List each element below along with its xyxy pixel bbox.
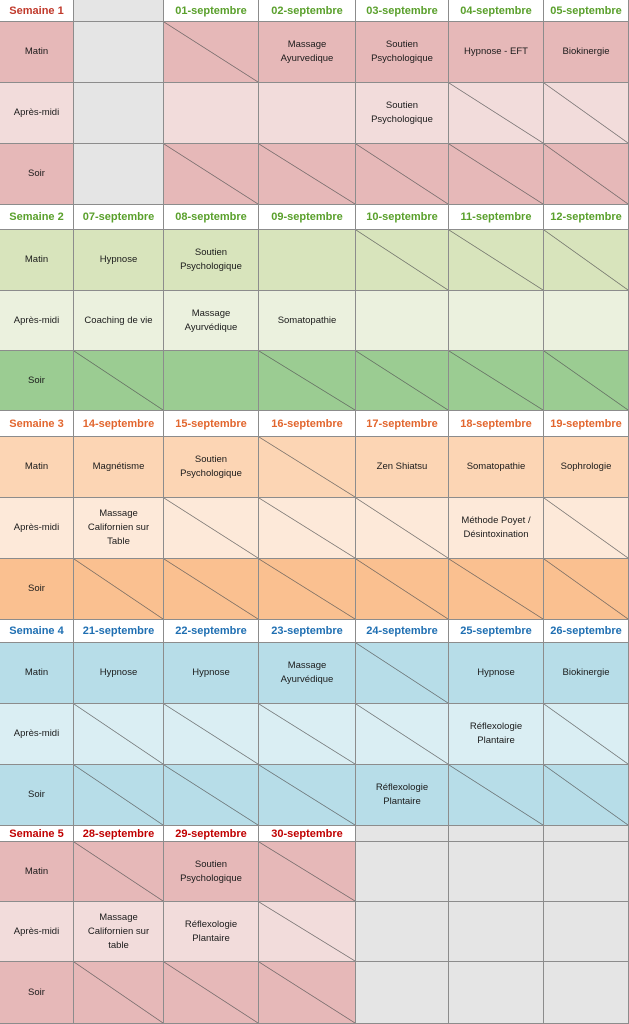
cell-text: Coaching de vie bbox=[84, 314, 153, 326]
schedule-cell bbox=[259, 22, 356, 83]
date-header bbox=[356, 0, 449, 22]
diagonal-strike bbox=[544, 351, 628, 410]
diagonal-strike bbox=[74, 842, 163, 901]
schedule-cell bbox=[356, 559, 449, 620]
date-header bbox=[74, 205, 164, 230]
cell-text: Matin bbox=[24, 461, 49, 472]
cell-text: 03-septembre bbox=[366, 4, 438, 17]
date-header bbox=[259, 620, 356, 643]
diagonal-strike bbox=[449, 144, 543, 204]
schedule-cell bbox=[356, 83, 449, 144]
schedule-cell bbox=[449, 291, 544, 351]
cell-text: 24-septembre bbox=[366, 625, 438, 637]
cell-text: 22-septembre bbox=[175, 625, 247, 637]
schedule-cell bbox=[449, 83, 544, 144]
slot-label bbox=[0, 351, 74, 411]
cell-text: 02-septembre bbox=[271, 4, 343, 17]
diagonal-strike bbox=[74, 962, 163, 1023]
cell-text: Massage Californien sur table bbox=[87, 911, 150, 951]
schedule-cell bbox=[356, 962, 449, 1024]
diagonal-strike bbox=[74, 351, 163, 410]
slot-label bbox=[0, 437, 74, 498]
date-header bbox=[449, 0, 544, 22]
cell-text: Soutien Psychologique bbox=[180, 247, 242, 272]
slot-label bbox=[0, 291, 74, 351]
schedule-cell bbox=[356, 902, 449, 962]
schedule-cell bbox=[544, 437, 629, 498]
schedule-cell bbox=[74, 230, 164, 291]
schedule-cell bbox=[449, 498, 544, 559]
cell-text: 29-septembre bbox=[175, 827, 247, 840]
cell-text: Hypnose bbox=[477, 667, 515, 678]
week-label bbox=[0, 411, 74, 437]
cell-text: Massage Ayurvedique bbox=[280, 39, 334, 64]
cell-text: 10-septembre bbox=[366, 211, 438, 223]
cell-text: Soutien Psychologique bbox=[180, 454, 242, 479]
date-header bbox=[259, 411, 356, 437]
date-header bbox=[74, 0, 164, 22]
schedule-cell bbox=[164, 230, 259, 291]
diagonal-strike bbox=[259, 902, 355, 961]
diagonal-strike bbox=[164, 962, 258, 1023]
schedule-cell bbox=[74, 559, 164, 620]
schedule-cell bbox=[164, 498, 259, 559]
cell-text: Somatopathie bbox=[466, 461, 526, 472]
schedule-cell bbox=[164, 559, 259, 620]
schedule-cell bbox=[74, 22, 164, 83]
schedule-cell bbox=[449, 643, 544, 704]
diagonal-strike bbox=[356, 704, 448, 764]
diagonal-strike bbox=[356, 230, 448, 290]
date-header bbox=[356, 826, 449, 842]
date-header bbox=[449, 411, 544, 437]
date-header bbox=[356, 411, 449, 437]
week-label bbox=[0, 205, 74, 230]
cell-text: Semaine 2 bbox=[9, 211, 64, 223]
schedule-cell bbox=[449, 22, 544, 83]
diagonal-strike bbox=[259, 842, 355, 901]
date-header bbox=[544, 205, 629, 230]
cell-text: Magnétisme bbox=[92, 461, 145, 472]
date-header bbox=[74, 620, 164, 643]
date-header bbox=[164, 411, 259, 437]
diagonal-strike bbox=[544, 498, 628, 558]
slot-label bbox=[0, 704, 74, 765]
cell-text: Après-midi bbox=[13, 314, 60, 326]
cell-text: Matin bbox=[24, 667, 49, 678]
slot-label bbox=[0, 842, 74, 902]
date-header bbox=[164, 0, 259, 22]
cell-text: Réflexologie Plantaire bbox=[184, 918, 238, 944]
slot-label bbox=[0, 144, 74, 205]
diagonal-strike bbox=[449, 83, 543, 143]
schedule-cell bbox=[356, 842, 449, 902]
slot-label bbox=[0, 962, 74, 1024]
date-header bbox=[356, 620, 449, 643]
date-header bbox=[164, 826, 259, 842]
schedule-cell bbox=[449, 144, 544, 205]
schedule-cell bbox=[259, 842, 356, 902]
diagonal-strike bbox=[449, 765, 543, 825]
schedule-cell bbox=[74, 437, 164, 498]
schedule-cell bbox=[164, 842, 259, 902]
schedule-cell bbox=[164, 643, 259, 704]
cell-text: 26-septembre bbox=[550, 625, 622, 637]
schedule-cell bbox=[74, 351, 164, 411]
schedule-cell bbox=[259, 437, 356, 498]
schedule-cell bbox=[356, 291, 449, 351]
schedule-cell bbox=[259, 902, 356, 962]
slot-label bbox=[0, 902, 74, 962]
cell-text: 07-septembre bbox=[82, 211, 155, 223]
diagonal-strike bbox=[544, 765, 628, 825]
cell-text: Semaine 1 bbox=[9, 4, 64, 17]
schedule-cell bbox=[544, 291, 629, 351]
date-header bbox=[74, 411, 164, 437]
diagonal-strike bbox=[74, 704, 163, 764]
schedule-cell bbox=[449, 704, 544, 765]
schedule-cell bbox=[74, 291, 164, 351]
cell-text: Soutien Psychologique bbox=[371, 39, 433, 64]
schedule-cell bbox=[74, 962, 164, 1024]
schedule-cell bbox=[74, 902, 164, 962]
schedule-cell bbox=[449, 765, 544, 826]
schedule-cell bbox=[544, 962, 629, 1024]
date-header bbox=[259, 0, 356, 22]
schedule-cell bbox=[74, 144, 164, 205]
diagonal-strike bbox=[74, 559, 163, 619]
schedule-cell bbox=[356, 351, 449, 411]
date-header bbox=[544, 411, 629, 437]
schedule-cell bbox=[544, 230, 629, 291]
slot-label bbox=[0, 230, 74, 291]
cell-text: 05-septembre bbox=[550, 4, 622, 17]
slot-label bbox=[0, 765, 74, 826]
diagonal-strike bbox=[259, 704, 355, 764]
schedule-cell bbox=[449, 351, 544, 411]
diagonal-strike bbox=[164, 559, 258, 619]
diagonal-strike bbox=[259, 498, 355, 558]
cell-text: Hypnose bbox=[99, 254, 138, 265]
slot-label bbox=[0, 559, 74, 620]
cell-text: Réflexologie Plantaire bbox=[469, 721, 523, 746]
diagonal-strike bbox=[356, 559, 448, 619]
schedule-cell bbox=[544, 643, 629, 704]
schedule-cell bbox=[356, 230, 449, 291]
schedule-cell bbox=[544, 842, 629, 902]
diagonal-strike bbox=[164, 704, 258, 764]
diagonal-strike bbox=[544, 704, 628, 764]
cell-text: 08-septembre bbox=[175, 211, 247, 223]
cell-text: Massage Californien sur Table bbox=[87, 508, 150, 547]
diagonal-strike bbox=[544, 230, 628, 290]
slot-label bbox=[0, 498, 74, 559]
diagonal-strike bbox=[259, 962, 355, 1023]
cell-text: Sophrologie bbox=[560, 461, 612, 472]
schedule-cell bbox=[259, 559, 356, 620]
schedule-cell bbox=[259, 643, 356, 704]
diagonal-strike bbox=[74, 765, 163, 825]
schedule-cell bbox=[544, 351, 629, 411]
cell-text: Biokinergie bbox=[562, 46, 610, 57]
week-label bbox=[0, 620, 74, 643]
week-label bbox=[0, 0, 74, 22]
date-header bbox=[164, 205, 259, 230]
cell-text: Soir bbox=[28, 986, 45, 998]
cell-text: 15-septembre bbox=[175, 417, 247, 430]
diagonal-strike bbox=[164, 144, 258, 204]
schedule-cell bbox=[356, 144, 449, 205]
diagonal-strike bbox=[356, 351, 448, 410]
date-header bbox=[544, 620, 629, 643]
cell-text: Après-midi bbox=[13, 925, 60, 937]
schedule-cell bbox=[356, 643, 449, 704]
cell-text: Hypnose bbox=[192, 667, 230, 678]
cell-text: Hypnose bbox=[99, 667, 138, 678]
schedule-cell bbox=[74, 643, 164, 704]
schedule-cell bbox=[164, 291, 259, 351]
cell-text: Hypnose - EFT bbox=[464, 46, 528, 57]
schedule-cell bbox=[544, 498, 629, 559]
schedule-cell bbox=[544, 765, 629, 826]
schedule-cell bbox=[449, 559, 544, 620]
schedule-cell bbox=[544, 559, 629, 620]
diagonal-strike bbox=[544, 83, 628, 143]
diagonal-strike bbox=[544, 144, 628, 204]
diagonal-strike bbox=[356, 643, 448, 703]
cell-text: Soir bbox=[28, 789, 45, 800]
cell-text: Après-midi bbox=[13, 728, 60, 739]
schedule-cell bbox=[356, 437, 449, 498]
schedule-cell bbox=[259, 704, 356, 765]
schedule-cell bbox=[356, 765, 449, 826]
cell-text: Soutien Psychologique bbox=[180, 858, 242, 884]
cell-text: 14-septembre bbox=[82, 417, 155, 430]
date-header bbox=[544, 0, 629, 22]
cell-text: 09-septembre bbox=[271, 211, 343, 223]
schedule-cell bbox=[544, 83, 629, 144]
cell-text: Massage Ayurvédique bbox=[280, 660, 334, 685]
cell-text: 18-septembre bbox=[460, 417, 532, 430]
cell-text: Matin bbox=[24, 46, 49, 57]
schedule-cell bbox=[449, 437, 544, 498]
cell-text: 17-septembre bbox=[366, 417, 438, 430]
diagonal-strike bbox=[259, 765, 355, 825]
date-header bbox=[356, 205, 449, 230]
cell-text: Soir bbox=[28, 168, 45, 179]
date-header bbox=[259, 826, 356, 842]
diagonal-strike bbox=[449, 351, 543, 410]
cell-text: Méthode Poyet / Désintoxination bbox=[461, 515, 531, 540]
cell-text: Soir bbox=[28, 374, 45, 386]
schedule-cell bbox=[74, 83, 164, 144]
cell-text: 16-septembre bbox=[271, 417, 343, 430]
cell-text: Soir bbox=[28, 583, 45, 594]
schedule-cell bbox=[544, 22, 629, 83]
schedule-cell bbox=[164, 144, 259, 205]
diagonal-strike bbox=[356, 498, 448, 558]
schedule-cell bbox=[259, 351, 356, 411]
diagonal-strike bbox=[259, 559, 355, 619]
schedule-cell bbox=[449, 962, 544, 1024]
cell-text: Semaine 4 bbox=[9, 625, 64, 637]
diagonal-strike bbox=[449, 230, 543, 290]
schedule-cell bbox=[544, 902, 629, 962]
diagonal-strike bbox=[164, 765, 258, 825]
cell-text: 19-septembre bbox=[550, 417, 622, 430]
schedule-cell bbox=[164, 437, 259, 498]
schedule-cell bbox=[259, 765, 356, 826]
date-header bbox=[449, 620, 544, 643]
schedule-cell bbox=[259, 230, 356, 291]
schedule-cell bbox=[356, 704, 449, 765]
diagonal-strike bbox=[164, 498, 258, 558]
schedule-cell bbox=[164, 22, 259, 83]
cell-text: Matin bbox=[24, 865, 49, 877]
schedule-cell bbox=[544, 704, 629, 765]
cell-text: Semaine 3 bbox=[9, 417, 64, 430]
diagonal-strike bbox=[356, 144, 448, 204]
diagonal-strike bbox=[164, 22, 258, 82]
date-header bbox=[164, 620, 259, 643]
diagonal-strike bbox=[259, 437, 355, 497]
date-header bbox=[74, 826, 164, 842]
schedule-cell bbox=[74, 842, 164, 902]
date-header bbox=[544, 826, 629, 842]
cell-text: Semaine 5 bbox=[9, 827, 64, 840]
schedule-cell bbox=[164, 704, 259, 765]
schedule-cell bbox=[449, 842, 544, 902]
cell-text: Après-midi bbox=[13, 522, 60, 533]
cell-text: 30-septembre bbox=[271, 827, 343, 840]
schedule-cell bbox=[449, 902, 544, 962]
cell-text: 12-septembre bbox=[550, 211, 622, 223]
schedule-cell bbox=[544, 144, 629, 205]
schedule-cell bbox=[164, 351, 259, 411]
date-header bbox=[449, 826, 544, 842]
cell-text: Biokinergie bbox=[562, 667, 610, 678]
cell-text: 11-septembre bbox=[460, 211, 532, 223]
schedule-cell bbox=[356, 498, 449, 559]
cell-text: 01-septembre bbox=[175, 4, 247, 17]
schedule-cell bbox=[449, 230, 544, 291]
diagonal-strike bbox=[544, 559, 628, 619]
cell-text: Après-midi bbox=[13, 107, 60, 118]
diagonal-strike bbox=[449, 559, 543, 619]
schedule-cell bbox=[74, 704, 164, 765]
schedule-cell bbox=[259, 83, 356, 144]
cell-text: Soutien Psychologique bbox=[371, 100, 433, 125]
schedule-cell bbox=[164, 902, 259, 962]
diagonal-strike bbox=[259, 144, 355, 204]
schedule-cell bbox=[259, 144, 356, 205]
schedule-cell bbox=[259, 962, 356, 1024]
cell-text: 04-septembre bbox=[460, 4, 532, 17]
diagonal-strike bbox=[259, 351, 355, 410]
schedule-cell bbox=[259, 498, 356, 559]
schedule-cell bbox=[356, 22, 449, 83]
date-header bbox=[259, 205, 356, 230]
schedule-cell bbox=[74, 765, 164, 826]
cell-text: 25-septembre bbox=[460, 625, 532, 637]
slot-label bbox=[0, 22, 74, 83]
schedule-cell bbox=[259, 291, 356, 351]
cell-text: 28-septembre bbox=[82, 827, 155, 840]
schedule-cell bbox=[74, 498, 164, 559]
cell-text: 21-septembre bbox=[82, 625, 155, 637]
cell-text: Zen Shiatsu bbox=[376, 461, 428, 472]
cell-text: Matin bbox=[24, 254, 49, 265]
slot-label bbox=[0, 83, 74, 144]
date-header bbox=[449, 205, 544, 230]
slot-label bbox=[0, 643, 74, 704]
cell-text: Réflexologie Plantaire bbox=[375, 782, 429, 807]
schedule-cell bbox=[164, 765, 259, 826]
schedule-cell bbox=[164, 83, 259, 144]
cell-text: 23-septembre bbox=[271, 625, 343, 637]
schedule-cell bbox=[164, 962, 259, 1024]
week-label bbox=[0, 826, 74, 842]
cell-text: Somatopathie bbox=[277, 314, 337, 326]
cell-text: Massage Ayurvédique bbox=[184, 307, 238, 333]
